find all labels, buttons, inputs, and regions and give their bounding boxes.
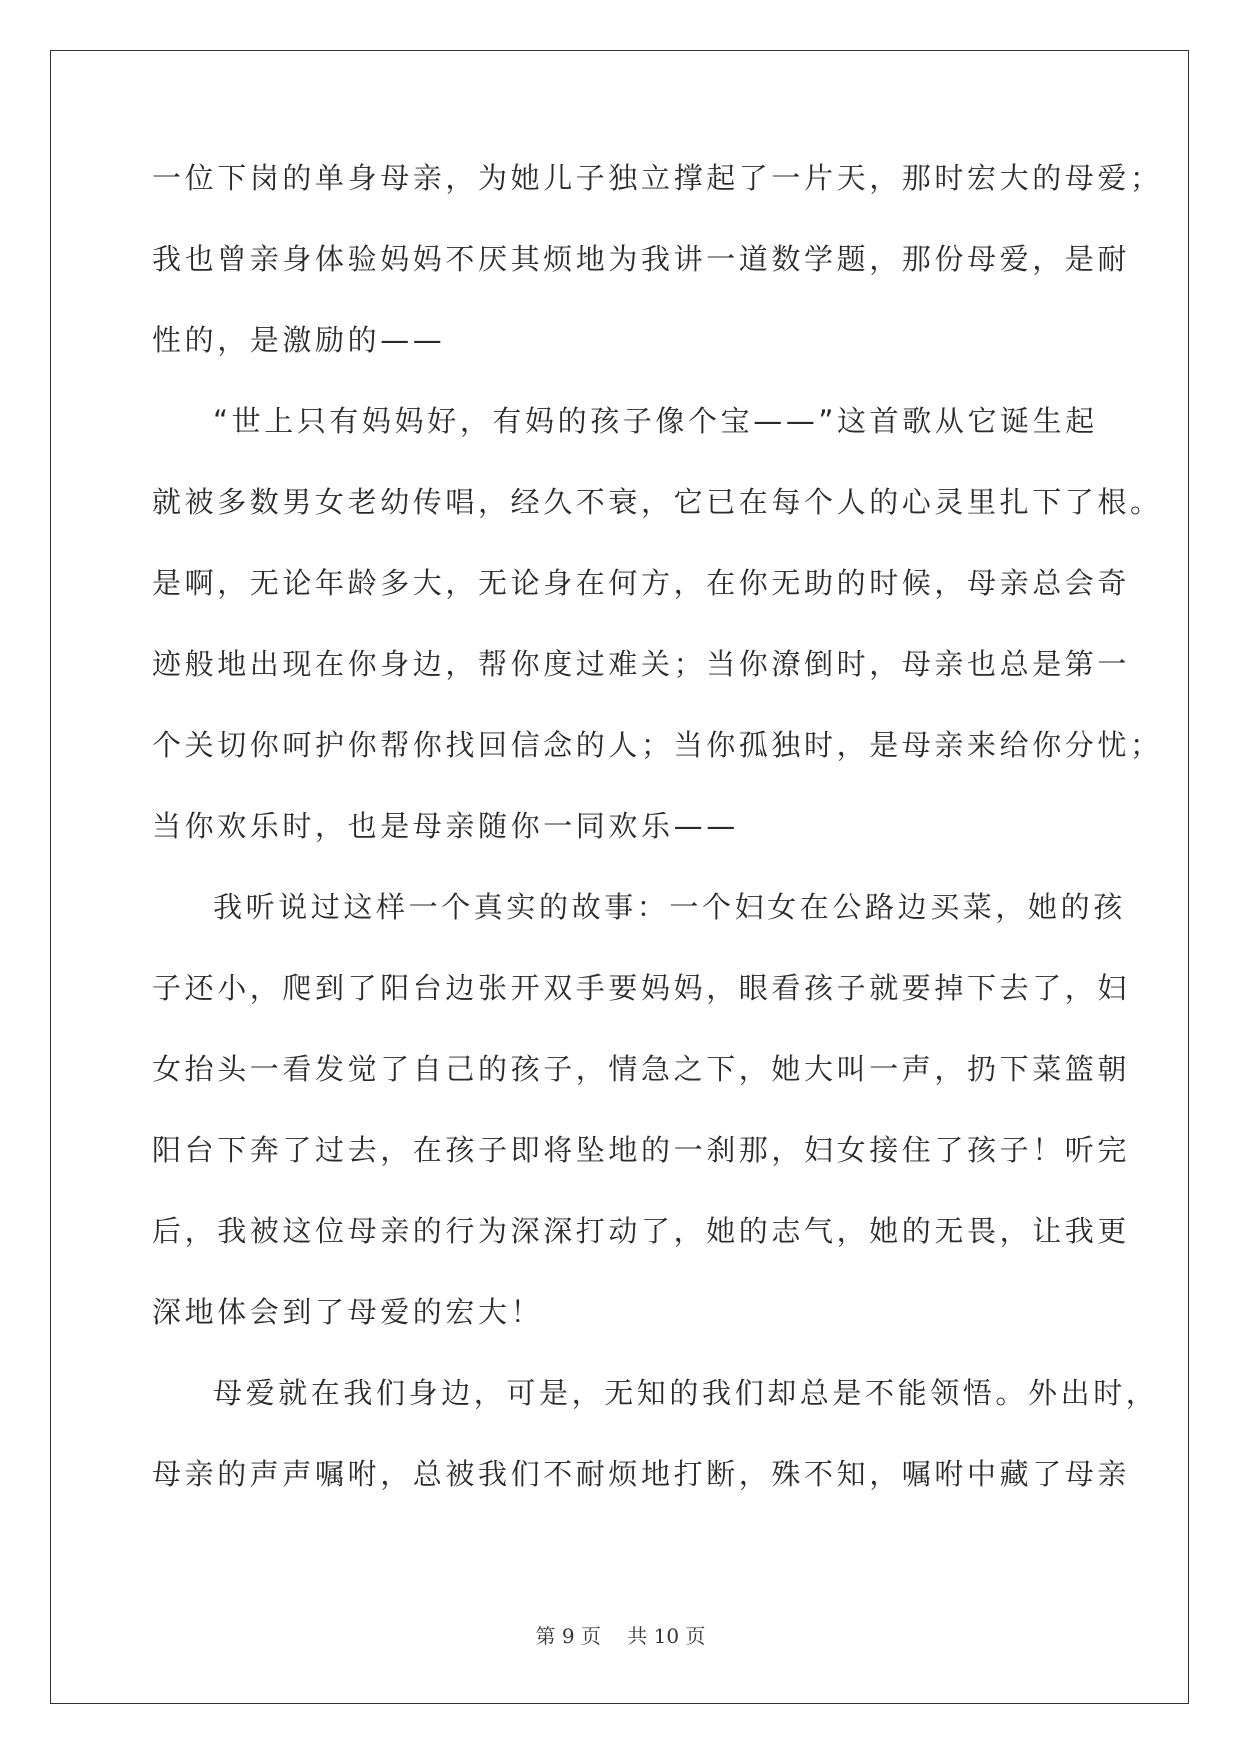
- text-line: 后，我被这位母亲的行为深深打动了，她的志气，她的无畏，让我更: [152, 1214, 1131, 1248]
- text-line: 性的，是激励的——: [152, 323, 446, 357]
- text-line: 我听说过这样一个真实的故事：一个妇女在公路边买菜，她的孩: [213, 890, 1126, 924]
- text-line: 女抬头一看发觉了自己的孩子，情急之下，她大叫一声，扔下菜篮朝: [152, 1052, 1131, 1086]
- text-line: 当你欢乐时，也是母亲随你一同欢乐——: [152, 809, 739, 843]
- text-line: 子还小，爬到了阳台边张开双手要妈妈，眼看孩子就要掉下去了，妇: [152, 971, 1131, 1005]
- text-line: 就被多数男女老幼传唱，经久不衰，它已在每个人的心灵里扎下了根。: [152, 485, 1163, 519]
- text-line: 母亲的声声嘱咐，总被我们不耐烦地打断，殊不知，嘱咐中藏了母亲: [152, 1457, 1131, 1491]
- text-line: “世上只有妈妈好，有妈的孩子像个宝——”这首歌从它诞生起: [213, 404, 1098, 438]
- text-line: 迹般地出现在你身边，帮你度过难关；当你潦倒时，母亲也总是第一: [152, 647, 1131, 681]
- text-line: 个关切你呵护你帮你找回信念的人；当你孤独时，是母亲来给你分忧；: [152, 728, 1163, 762]
- text-line: 深地体会到了母爱的宏大！: [152, 1295, 544, 1329]
- text-line: 是啊，无论年龄多大，无论身在何方，在你无助的时候，母亲总会奇: [152, 566, 1131, 600]
- text-line: 我也曾亲身体验妈妈不厌其烦地为我讲一道数学题，那份母爱，是耐: [152, 242, 1131, 276]
- text-line: 一位下岗的单身母亲，为她儿子独立撑起了一片天，那时宏大的母爱；: [152, 161, 1163, 195]
- page-number-footer: 第 9 页 共 10 页: [535, 1624, 706, 1648]
- document-body: [152, 152, 1163, 1529]
- text-line: 阳台下奔了过去，在孩子即将坠地的一刹那，妇女接住了孩子！听完: [152, 1133, 1131, 1167]
- text-line: 母爱就在我们身边，可是，无知的我们却总是不能领悟。外出时，: [213, 1376, 1159, 1410]
